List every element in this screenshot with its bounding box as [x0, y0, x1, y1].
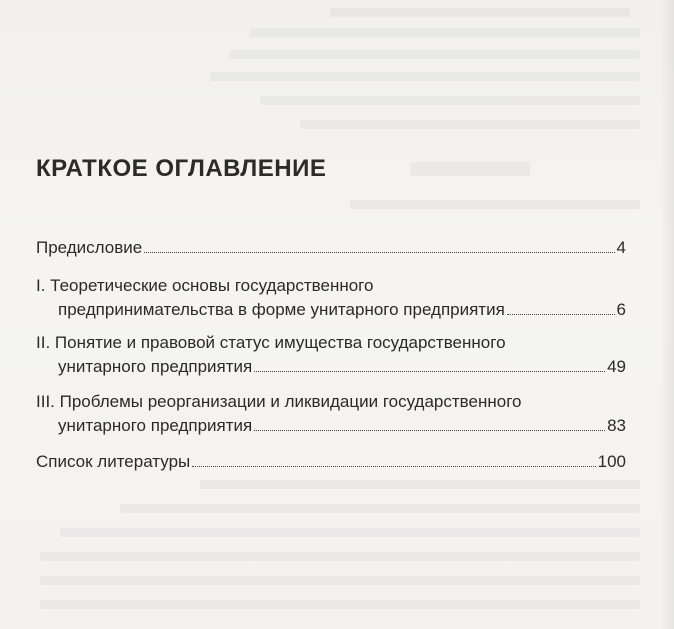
- toc-page-number: 4: [616, 238, 626, 257]
- toc-page-number: 83: [607, 416, 626, 435]
- toc-entry-preface[interactable]: [36, 236, 626, 260]
- toc-leader-dots: [254, 429, 605, 431]
- toc-page-number: 100: [597, 452, 626, 471]
- toc-entry-chapter-2[interactable]: [36, 331, 626, 379]
- toc-entry-label-continued: унитарного предприятия: [58, 416, 253, 435]
- toc-page-number: 49: [607, 357, 626, 376]
- toc-leader-dots: [144, 251, 614, 253]
- toc-entry-label: II. Понятие и правовой статус имущества государственного: [36, 333, 506, 352]
- toc-entry-label: Предисловие: [36, 238, 143, 257]
- page-edge-shadow: [660, 0, 674, 629]
- toc-entry-label: I. Теоретические основы государственного: [36, 276, 374, 295]
- toc-entry-label: Список литературы: [36, 452, 191, 471]
- toc-leader-dots: [192, 465, 595, 467]
- toc-entry-bibliography[interactable]: [36, 450, 626, 474]
- toc-entry-label-continued: предпринимательства в форме унитарного предприятия: [58, 300, 505, 319]
- toc-entry-label-continued: унитарного предприятия: [58, 357, 253, 376]
- toc-entry-chapter-3[interactable]: [36, 390, 626, 438]
- toc-leader-dots: [254, 370, 605, 372]
- toc-page-number: 6: [616, 300, 626, 319]
- toc-leader-dots: [507, 313, 615, 315]
- toc-entry-label: III. Проблемы реорганизации и ликвидации государственного: [36, 392, 522, 411]
- toc-title: КРАТКОЕ ОГЛАВЛЕНИЕ: [36, 155, 327, 182]
- toc-entry-chapter-1[interactable]: [36, 274, 626, 322]
